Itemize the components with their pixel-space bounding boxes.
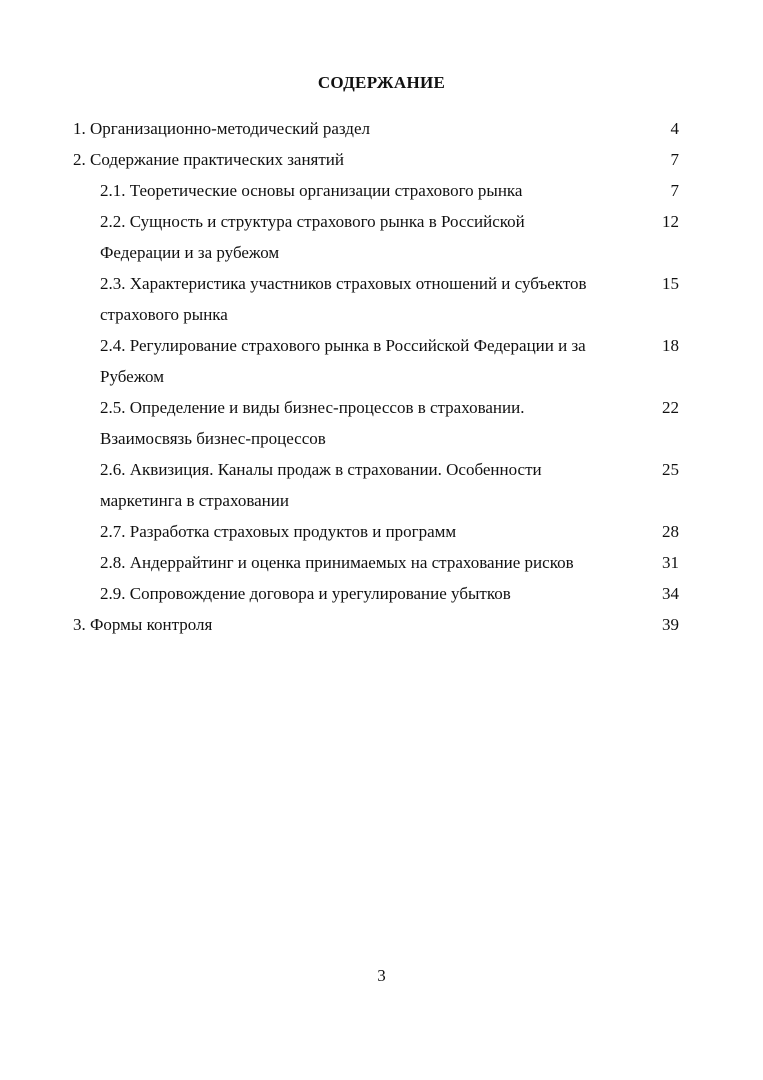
toc-entry-1 [73,113,679,144]
toc-entry-page: 28 [662,522,679,541]
toc-entry-page: 18 [662,336,679,355]
toc-entry-text: 2.1. Теоретические основы организации страхового рынка [100,181,523,200]
toc-entry-text: 2.8. Андеррайтинг и оценка принимаемых на страхование рисков [100,553,574,572]
toc-entry-text: 2.4. Регулирование страхового рынка в Российской Федерации и за Рубежом [100,336,586,386]
toc-entry-2-6 [73,454,679,516]
toc-entry-2 [73,144,679,175]
toc-entry-2-5 [73,392,679,454]
toc-entry-page: 22 [662,398,679,417]
toc-entry-text: 2. Содержание практических занятий [73,150,345,169]
toc-entry-page: 15 [662,274,679,293]
toc-entry-text: 2.6. Аквизиция. Каналы продаж в страховании. Особенности маркетинга в страховании [100,460,542,510]
toc-entry-text: 3. Формы контроля [73,615,213,634]
toc-entry-2-8 [73,547,679,578]
toc-entry-page: 4 [670,119,679,138]
toc-entry-2-7 [73,516,679,547]
table-of-contents [73,113,679,640]
toc-entry-page: 12 [662,212,679,231]
toc-entry-page: 39 [662,615,679,634]
toc-entry-text: 1. Организационно-методический раздел [73,119,370,138]
toc-entry-text: 2.7. Разработка страховых продуктов и программ [100,522,457,541]
toc-entry-page: 34 [662,584,679,603]
page-number: 3 [377,966,386,985]
page-title: СОДЕРЖАНИЕ [317,73,446,92]
toc-entry-2-4 [73,330,679,392]
toc-entry-2-1 [73,175,679,206]
toc-entry-2-3 [73,268,679,330]
toc-entry-text: 2.5. Определение и виды бизнес-процессов в страховании. Взаимосвязь бизнес-процессов [100,398,525,448]
toc-entry-text: 2.2. Сущность и структура страхового рынка в Российской Федерации и за рубежом [100,212,525,262]
toc-entry-3 [73,609,679,640]
toc-entry-2-2 [73,206,679,268]
toc-entry-page: 7 [670,150,679,169]
toc-entry-text: 2.3. Характеристика участников страховых отношений и субъектов страхового рынка [100,274,587,324]
toc-entry-2-9 [73,578,679,609]
toc-entry-page: 25 [662,460,679,479]
toc-entry-text: 2.9. Сопровождение договора и урегулирование убытков [100,584,511,603]
toc-entry-page: 7 [670,181,679,200]
toc-entry-page: 31 [662,553,679,572]
